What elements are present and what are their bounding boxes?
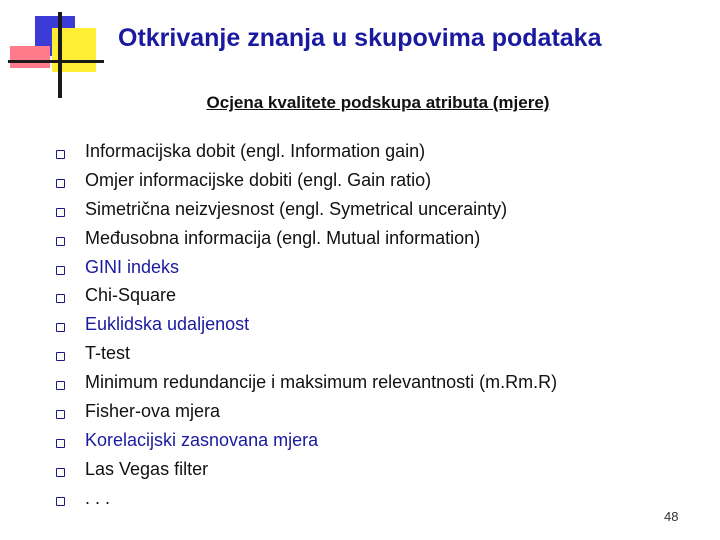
bullet-text: T-test (85, 343, 131, 364)
bullet-item (56, 426, 557, 455)
bullet-item (56, 195, 557, 224)
bullet-list (56, 137, 557, 513)
bullet-text: Euklidska udaljenost (85, 314, 250, 335)
square-bullet-icon (56, 294, 65, 303)
bullet-text: Korelacijski zasnovana mjera (85, 429, 319, 450)
bullet-text: GINI indeks (85, 256, 180, 277)
bullet-item (56, 484, 557, 513)
bullet-item (56, 310, 557, 339)
square-bullet-icon (56, 468, 65, 477)
square-bullet-icon (56, 410, 65, 419)
square-bullet-icon (56, 352, 65, 361)
bullet-text: Informacijska dobit (engl. Information gain) (85, 140, 426, 161)
square-bullet-icon (56, 179, 65, 188)
bullet-item (56, 253, 557, 282)
slide-subtitle: Ocjena kvalitete podskupa atributa (mjere) (206, 93, 550, 112)
bullet-text: Chi-Square (85, 285, 177, 306)
bullet-text: Las Vegas filter (85, 458, 209, 479)
bullet-item (56, 281, 557, 310)
square-bullet-icon (56, 266, 65, 275)
page-number: 48 (664, 509, 679, 524)
bullet-item (56, 368, 557, 397)
square-bullet-icon (56, 323, 65, 332)
bullet-text: Minimum redundancije i maksimum relevantnosti (m.Rm.R) (85, 372, 558, 393)
square-bullet-icon (56, 439, 65, 448)
bullet-item (56, 166, 557, 195)
square-bullet-icon (56, 237, 65, 246)
bullet-item (56, 455, 557, 484)
bullet-text: Fisher-ova mjera (85, 400, 221, 421)
bullet-item (56, 397, 557, 426)
bullet-item (56, 339, 557, 368)
bullet-text: Međusobna informacija (engl. Mutual information) (85, 227, 481, 248)
square-bullet-icon (56, 208, 65, 217)
square-bullet-icon (56, 150, 65, 159)
bullet-item (56, 137, 557, 166)
bullet-text: Simetrična neizvjesnost (engl. Symetrical uncerainty) (85, 198, 508, 219)
square-bullet-icon (56, 381, 65, 390)
square-bullet-icon (56, 497, 65, 506)
bullet-text: Omjer informacijske dobiti (engl. Gain ratio) (85, 169, 432, 190)
bullet-item (56, 224, 557, 253)
bullet-text: . . . (85, 487, 111, 508)
slide-title: Otkrivanje znanja u skupovima podataka (118, 24, 602, 52)
